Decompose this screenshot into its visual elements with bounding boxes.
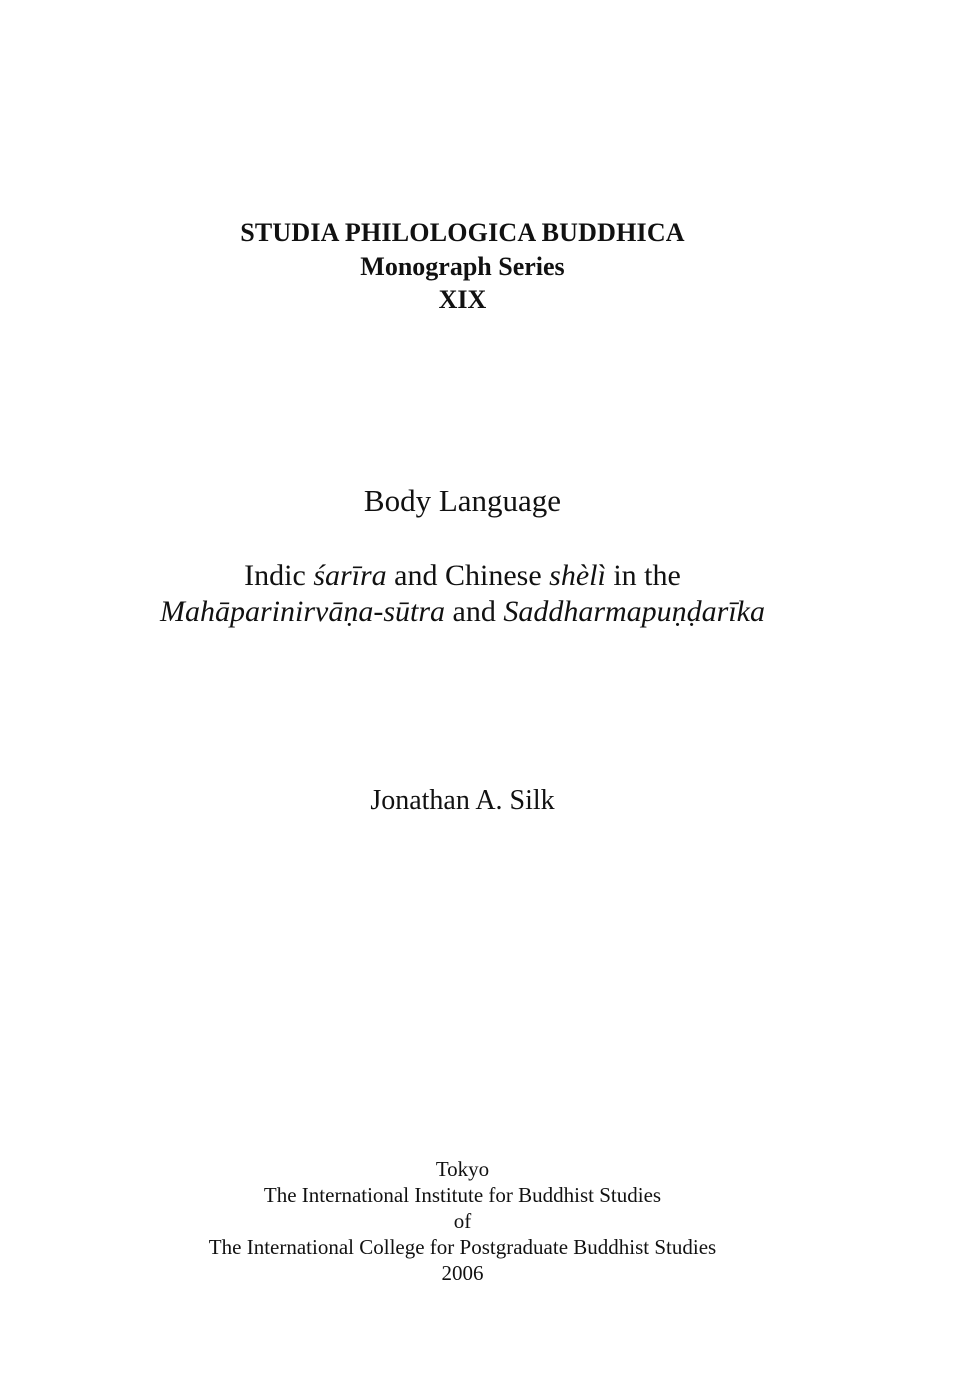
- publisher-of: of: [453, 1209, 472, 1233]
- subtitle-text: Indic: [244, 559, 314, 592]
- publisher-city: Tokyo: [435, 1157, 490, 1181]
- series-title: STUDIA PHILOLOGICA BUDDHICA: [240, 218, 685, 247]
- author-name: Jonathan A. Silk: [370, 785, 555, 816]
- book-subtitle-line-2: [0, 595, 925, 629]
- publisher-institute: The International Institute for Buddhist Studies: [263, 1183, 662, 1207]
- publication-year: 2006: [441, 1261, 484, 1285]
- subtitle-text: and Chinese: [386, 559, 550, 592]
- series-subtitle: Monograph Series: [360, 252, 565, 281]
- subtitle-term-sheli: shèlì: [549, 559, 606, 592]
- subtitle-term-mahaparinirvana: Mahāparinirvāṇa-sūtra: [160, 595, 445, 628]
- book-title: Body Language: [363, 483, 562, 518]
- book-subtitle-line-1: [0, 559, 925, 593]
- publisher-college: The International College for Postgraduate Buddhist Studies: [208, 1235, 717, 1259]
- subtitle-term-saddharmapundarika: Saddharmapuṇḍarīka: [503, 595, 765, 628]
- series-number: XIX: [438, 285, 487, 314]
- subtitle-text: in the: [605, 559, 681, 592]
- subtitle-text: and: [445, 595, 504, 628]
- subtitle-term-sarira: śarīra: [313, 559, 387, 592]
